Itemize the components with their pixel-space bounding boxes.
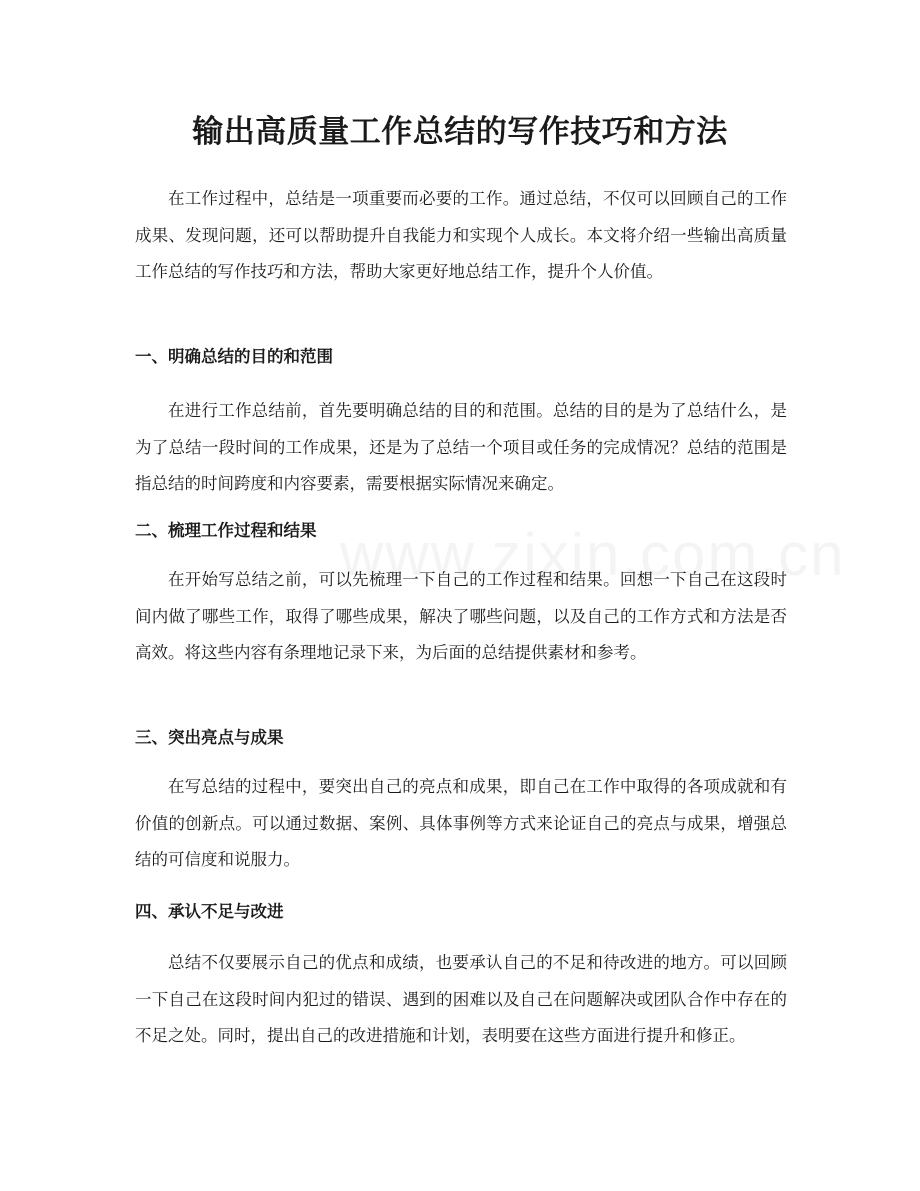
section-heading-1: 一、明确总结的目的和范围 <box>135 347 333 366</box>
section-body-1: 在进行工作总结前，首先要明确总结的目的和范围。总结的目的是为了总结什么，是为了总结一段时间的工作成果，还是为了总结一个项目或任务的完成情况？总结的范围是指总结的时间跨度和内容要素，需要根据实际情况来确定。 <box>135 401 787 493</box>
section-heading-4: 四、承认不足与改进 <box>135 902 284 921</box>
document-title: 输出高质量工作总结的写作技巧和方法 <box>192 114 728 150</box>
intro-paragraph: 在工作过程中，总结是一项重要而必要的工作。通过总结，不仅可以回顾自己的工作成果、发现问题，还可以帮助提升自我能力和实现个人成长。本文将介绍一些输出高质量工作总结的写作技巧和方法，帮助大家更好地总结工作，提升个人价值。 <box>135 189 787 281</box>
section-heading-2: 二、梳理工作过程和结果 <box>135 521 317 540</box>
section-heading-3: 三、突出亮点与成果 <box>135 728 284 747</box>
section-body-2: 在开始写总结之前，可以先梳理一下自己的工作过程和结果。回想一下自己在这段时间内做了哪些工作，取得了哪些成果，解决了哪些问题，以及自己的工作方式和方法是否高效。将这些内容有条理地记录下来，为后面的总结提供素材和参考。 <box>135 570 787 662</box>
section-body-3: 在写总结的过程中，要突出自己的亮点和成果，即自己在工作中取得的各项成就和有价值的创新点。可以通过数据、案例、具体事例等方式来论证自己的亮点与成果，增强总结的可信度和说服力。 <box>135 777 787 869</box>
section-body-4: 总结不仅要展示自己的优点和成绩，也要承认自己的不足和待改进的地方。可以回顾一下自己在这段时间内犯过的错误、遇到的困难以及自己在问题解决或团队合作中存在的不足之处。同时，提出自己的改进措施和计划，表明要在这些方面进行提升和修正。 <box>135 953 787 1045</box>
